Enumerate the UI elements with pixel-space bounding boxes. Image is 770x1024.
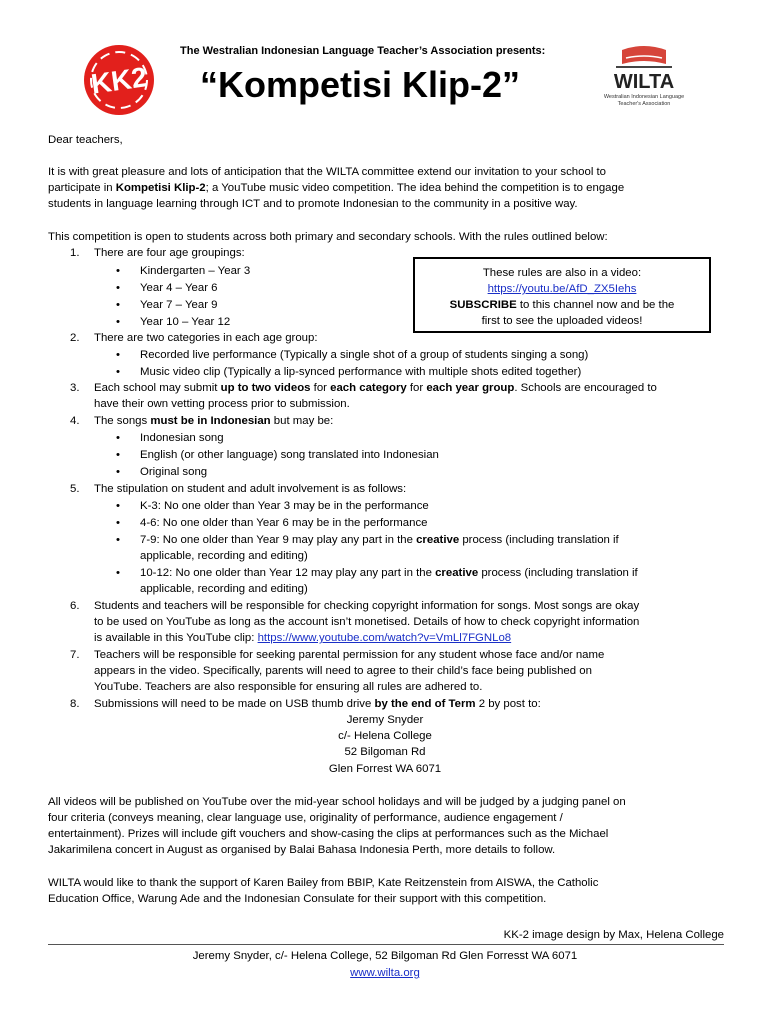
copyright-video-link[interactable]: https://www.youtube.com/watch?v=VmLl7FGNLo8 (257, 632, 512, 644)
rule-1-bullet: Year 7 – Year 9 (140, 299, 218, 311)
rule-6-text: Students and teachers will be responsible for checking copyright information for songs. Most songs are okay (94, 600, 640, 612)
callout-line-1: These rules are also in a video: (482, 267, 642, 279)
rule-1-bullet: Year 10 – Year 12 (140, 316, 231, 328)
rule-5-number: 5. (70, 483, 80, 495)
thanks-line: Education Office, Warung Ade and the Indonesian Consulate for their support with this competition. (48, 893, 547, 905)
rule-5-bullet: 7-9: No one older than Year 9 may play any part in the creative process (including translation if (140, 534, 619, 546)
rule-8-text: Submissions will need to be made on USB thumb drive by the end of Term 2 by post to: (94, 698, 541, 710)
rule-2-bullet: Recorded live performance (Typically a single shot of a group of students singing a song) (140, 349, 589, 361)
bullet-icon: • (116, 567, 120, 579)
rule-1-bullet: Year 4 – Year 6 (140, 282, 218, 294)
bullet-icon: • (116, 534, 120, 546)
publish-line: All videos will be published on YouTube over the mid-year school holidays and will be judged by a judging panel on (48, 796, 626, 808)
postal-address-line: Jeremy Snyder (346, 714, 424, 726)
intro-line-1: It is with great pleasure and lots of anticipation that the WILTA committee extend our invitation to your school to (48, 166, 607, 178)
bullet-icon: • (116, 432, 120, 444)
rule-7-text-2: appears in the video. Specifically, parents will need to agree to their child’s face being published on (94, 665, 592, 677)
thanks-line: WILTA would like to thank the support of Karen Bailey from BBIP, Kate Reitzenstein from AISWA, the Catholic (48, 877, 599, 889)
rule-2-number: 2. (70, 332, 80, 344)
intro-line-2: participate in Kompetisi Klip-2; a YouTube music video competition. The idea behind the competition is to engage (48, 182, 625, 194)
postal-address-line: Glen Forrest WA 6071 (328, 763, 442, 775)
footer-address: Jeremy Snyder, c/- Helena College, 52 Bilgoman Rd Glen Forresst WA 6071 (192, 950, 578, 962)
rule-4-number: 4. (70, 415, 80, 427)
open-line: This competition is open to students across both primary and secondary schools. With the rules outlined below: (48, 231, 608, 243)
rule-2-text: There are two categories in each age group: (94, 332, 318, 344)
rule-5-bullet: K-3: No one older than Year 3 may be in the performance (140, 500, 429, 512)
bullet-icon: • (116, 466, 120, 478)
bullet-icon: • (116, 349, 120, 361)
bullet-icon: • (116, 449, 120, 461)
rule-8-number: 8. (70, 698, 80, 710)
image-credit: KK-2 image design by Max, Helena College (503, 929, 724, 941)
publish-line: Jakarimilena concert in August as organised by Balai Bahasa Indonesia Perth, more details to follow. (48, 844, 556, 856)
callout-line-4: first to see the uploaded videos! (481, 315, 643, 327)
postal-address-line: c/- Helena College (338, 730, 432, 742)
intro-line-3: students in language learning through ICT and to promote Indonesian to the community in a positive way. (48, 198, 578, 210)
bullet-icon: • (116, 517, 120, 529)
rule-3-number: 3. (70, 382, 80, 394)
bullet-icon: • (116, 299, 120, 311)
footer-link-line (0, 965, 770, 981)
bullet-icon: • (116, 282, 120, 294)
callout-line-3: SUBSCRIBE to this channel now and be the (449, 299, 675, 311)
website-link[interactable]: www.wilta.org (350, 967, 420, 979)
svg-text:KK2: KK2 (89, 61, 149, 100)
rule-5-bullet: 4-6: No one older than Year 6 may be in the performance (140, 517, 428, 529)
greeting: Dear teachers, (48, 134, 123, 146)
footer-divider (48, 944, 724, 945)
publish-line: four criteria (conveys meaning, clear language use, originality of performance, audience engagement / (48, 812, 563, 824)
rule-3-text-2: have their own vetting process prior to submission. (94, 398, 350, 410)
rule-7-text-3: YouTube. Teachers are also responsible for ensuring all rules are adhered to. (94, 681, 483, 693)
kk2-logo (80, 42, 158, 118)
rule-1-number: 1. (70, 247, 80, 259)
rule-4-text: The songs must be in Indonesian but may be: (94, 415, 334, 427)
wilta-logo (592, 44, 696, 116)
callout-link-line (415, 281, 709, 297)
rule-6-number: 6. (70, 600, 80, 612)
rule-1-bullet: Kindergarten – Year 3 (140, 265, 251, 277)
rule-3-text: Each school may submit up to two videos for each category for each year group. Schools are encouraged to (94, 382, 657, 394)
publish-line: entertainment). Prizes will include gift vouchers and show-casing the clips at performances such as the Michael (48, 828, 609, 840)
bullet-icon: • (116, 265, 120, 277)
rule-4-bullet: Indonesian song (140, 432, 224, 444)
rule-5-bullet: 10-12: No one older than Year 12 may play any part in the creative process (including translation if (140, 567, 638, 579)
svg-text:Teacher's Association: Teacher's Association (617, 101, 671, 107)
rule-4-bullet: English (or other language) song translated into Indonesian (140, 449, 439, 461)
rule-7-text: Teachers will be responsible for seeking parental permission for any student whose face and/or name (94, 649, 605, 661)
rule-4-bullet: Original song (140, 466, 208, 478)
rule-1-text: There are four age groupings: (94, 247, 245, 259)
bullet-icon: • (116, 366, 120, 378)
rule-2-bullet: Music video clip (Typically a lip-synced performance with multiple shots edited together) (140, 366, 582, 378)
svg-text:WILTA: WILTA (613, 71, 675, 93)
page-title: “Kompetisi Klip-2” (200, 64, 521, 105)
video-callout-box (413, 257, 711, 333)
rule-6-text-3: is available in this YouTube clip: https://www.youtube.com/watch?v=VmLl7FGNLo8 (94, 632, 512, 644)
rule-6-text-2: to be used on YouTube as long as the account isn’t monetised. Details of how to check copyright information (94, 616, 640, 628)
presents-line: The Westralian Indonesian Language Teacher’s Association presents: (180, 45, 546, 57)
rule-5-bullet-cont: applicable, recording and editing) (140, 550, 308, 562)
bullet-icon: • (116, 500, 120, 512)
callout-video-link[interactable]: https://youtu.be/AfD_ZX5Iehs (487, 283, 637, 295)
rule-7-number: 7. (70, 649, 80, 661)
bullet-icon: • (116, 316, 120, 328)
rule-5-bullet-cont: applicable, recording and editing) (140, 583, 308, 595)
postal-address-line: 52 Bilgoman Rd (344, 746, 426, 758)
svg-text:Westralian Indonesian Language: Westralian Indonesian Language (603, 94, 685, 100)
rule-5-text: The stipulation on student and adult involvement is as follows: (94, 483, 407, 495)
